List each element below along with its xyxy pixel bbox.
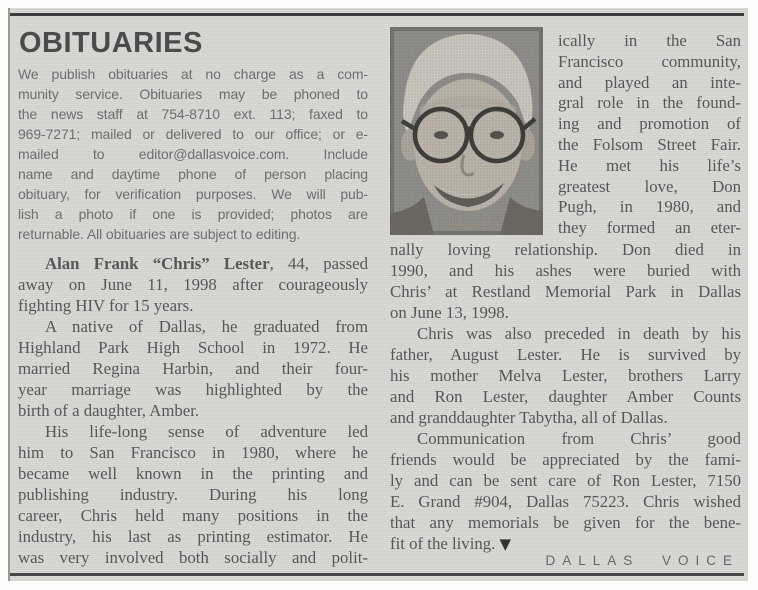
obituary-paragraph-4	[390, 239, 741, 323]
text-line: birth of a daughter, Amber.	[18, 401, 200, 420]
obituary-paragraph-1	[18, 253, 368, 316]
obituary-paragraph-5	[390, 323, 741, 428]
text-line: industry, his last as printing estimator. He	[18, 527, 368, 546]
text-line: that any memorials be given for the bene-	[390, 513, 741, 532]
text-line: 969-7271; mailed or delivered to our office; or e-	[18, 126, 368, 142]
text-line: they formed an eter-	[558, 218, 741, 238]
text-line: Pugh, in 1980, and	[558, 197, 741, 217]
text-line: year marriage was highlighted by the	[18, 380, 368, 399]
obituary-paragraph-6	[390, 428, 741, 555]
text-line: his mother Melva Lester, brothers Larry	[390, 366, 741, 385]
text-line: ically in the San	[558, 31, 741, 50]
text-line: returnable. All obituaries are subject to editing.	[18, 226, 301, 242]
text-line: publishing industry. During his long	[18, 485, 368, 504]
text-line: We publish obituaries at no charge as a com-	[18, 66, 368, 82]
obituary-policy-note	[18, 64, 368, 244]
text-line: greatest love, Don	[558, 176, 741, 196]
text-line: Francisco community,	[558, 51, 741, 71]
text-line: ly and can be sent care of Ron Lester, 7150	[390, 471, 741, 490]
text-line: on June 13, 1998.	[390, 303, 509, 322]
text-line: and Ron Lester, daughter Amber Counts	[390, 387, 741, 406]
text-line: friends would be appreciated by the fami-	[390, 450, 741, 469]
text-line: gral role in the found-	[558, 93, 741, 113]
obituary-paragraph-2	[18, 316, 368, 421]
publication-credit: DALLAS VOICE	[545, 553, 739, 568]
text-line: 1990, and his ashes were buried with	[390, 261, 741, 280]
text-line: A native of Dallas, he graduated from	[45, 317, 368, 336]
text-line: Communication from Chris’ good	[417, 429, 741, 448]
text-line: became well known in the printing and	[18, 464, 368, 483]
text-line: Chris’ at Restland Memorial Park in Dallas	[390, 282, 741, 301]
text-line: career, Chris held many positions in the	[18, 506, 368, 525]
text-line: father, August Lester. He is survived by	[390, 345, 741, 364]
text-line: away on June 11, 1998 after courageously	[18, 275, 368, 294]
text-line: mailed to editor@dallasvoice.com. Include	[18, 146, 368, 162]
portrait-photo	[390, 27, 543, 235]
left-column	[18, 20, 368, 568]
text-line: nally loving relationship. Don died in	[390, 240, 741, 259]
text-line: munity service. Obituaries may be phoned to	[18, 86, 368, 102]
text-line: ing and promotion of	[558, 114, 741, 134]
text-line: him to San Francisco in 1980, where he	[18, 443, 368, 462]
photo-and-text-row	[390, 27, 741, 239]
text-line: and played an inte-	[558, 72, 741, 92]
text-line: E. Grand #904, Dallas 75223. Chris wished	[390, 492, 741, 511]
text-line: He met his life’s	[558, 155, 741, 175]
obituary-paragraph-beside-photo	[558, 27, 741, 239]
end-of-article-marker-icon: ▼	[499, 535, 512, 553]
text-line: name and daytime phone of person placing	[18, 166, 368, 182]
text-line: obituary, for verification purposes. We will pub-	[18, 186, 368, 202]
text-line: Highland Park High School in 1972. He	[18, 338, 368, 357]
newsprint-scan	[8, 8, 748, 581]
text-line: His life-long sense of adventure led	[45, 422, 368, 441]
top-rule	[10, 13, 744, 16]
text-line: and granddaughter Tabytha, all of Dallas.	[390, 408, 668, 427]
right-column	[390, 27, 741, 568]
obituary-paragraph-3	[18, 421, 368, 568]
halftone-overlay	[390, 27, 543, 235]
text-line: Alan Frank “Chris” Lester, 44, passed	[45, 254, 368, 273]
text-line: married Regina Harbin, and their four-	[18, 359, 368, 378]
text-line: the Folsom Street Fair.	[558, 134, 741, 154]
page-title: OBITUARIES	[19, 27, 203, 59]
text-line: Chris was also preceded in death by his	[417, 324, 741, 343]
text-line: lish a photo if one is provided; photos are	[18, 206, 368, 222]
bottom-rule	[10, 573, 744, 576]
text-line: fit of the living. ▼	[390, 534, 512, 553]
text-line: the news staff at 754-8710 ext. 113; faxed to	[18, 106, 368, 122]
text-line: was very involved both socially and polit-	[18, 548, 368, 567]
text-line: fighting HIV for 15 years.	[18, 296, 194, 315]
